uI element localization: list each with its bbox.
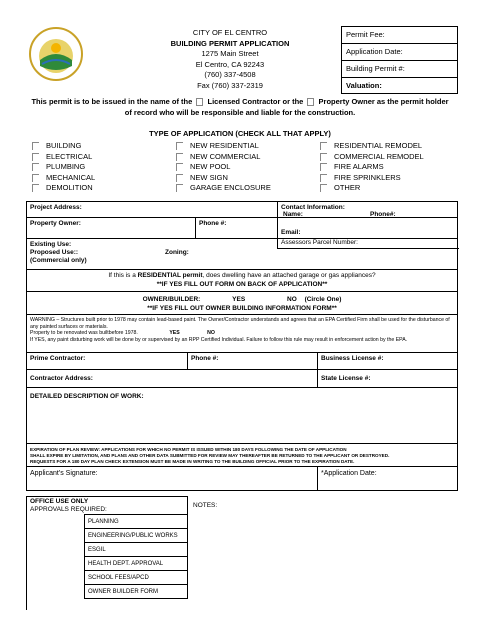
property-owner-label: Property Owner as the permit holder xyxy=(318,97,449,106)
owner-builder-question: OWNER/BUILDER: YES NO (Circle One) xyxy=(142,296,342,303)
checkbox-icon[interactable] xyxy=(176,142,183,150)
contact-info-label: Contact Information: xyxy=(281,204,345,211)
checkbox-icon[interactable] xyxy=(320,184,327,192)
type-label: DEMOLITION xyxy=(46,183,93,192)
type-label: NEW POOL xyxy=(190,162,231,171)
type-label: GARAGE ENCLOSURE xyxy=(190,183,271,192)
checkbox-icon[interactable] xyxy=(176,174,183,182)
building-permit-number-field[interactable]: Building Permit #: xyxy=(342,61,457,78)
form-title: BUILDING PERMIT APPLICATION xyxy=(170,38,290,48)
fee-box xyxy=(341,26,458,94)
type-label: FIRE SPRINKLERS xyxy=(334,172,401,182)
type-option[interactable] xyxy=(320,152,424,163)
warning-text: WARNING – Structures built prior to 1978 may contain lead-based paint. The Owner/Contractor understands and agrees that an EPA Certified Firm shall be used for the disturbance of any painted surfaces or materials. xyxy=(30,317,450,330)
city-state-zip: El Centro, CA 92243 xyxy=(195,59,265,69)
office-use-title: OFFICE USE ONLY xyxy=(30,498,89,505)
checkbox-icon[interactable] xyxy=(32,163,39,171)
type-label: NEW RESIDENTIAL xyxy=(190,141,259,150)
property-owner-row xyxy=(26,218,458,239)
business-license-field[interactable]: Business License #: xyxy=(317,353,459,369)
type-option[interactable] xyxy=(176,162,271,173)
type-option[interactable] xyxy=(320,183,424,194)
type-column-3 xyxy=(320,141,424,194)
type-option[interactable] xyxy=(32,183,95,194)
type-heading: TYPE OF APPLICATION (CHECK ALL THAT APPLY) xyxy=(149,129,331,138)
applicant-signature-field[interactable]: Applicant’s Signature: xyxy=(30,470,98,477)
warning-1978-line: Property to be renovated was builtbefore 1978. YES NO xyxy=(30,330,215,336)
address-line: 1275 Main Street xyxy=(201,49,259,58)
contact-info-cell xyxy=(277,202,459,217)
type-option[interactable] xyxy=(32,141,95,152)
checkbox-icon[interactable] xyxy=(176,184,183,192)
type-option[interactable] xyxy=(320,173,424,184)
proposed-use-field[interactable]: Proposed Use:: xyxy=(30,249,79,256)
type-option[interactable] xyxy=(32,152,95,163)
type-option[interactable] xyxy=(32,162,95,173)
type-label: ELECTRICAL xyxy=(46,151,93,161)
notes-label: NOTES: xyxy=(193,502,218,509)
existing-use-field[interactable]: Existing Use: xyxy=(30,241,72,248)
approval-item: PLANNING xyxy=(85,515,188,529)
checkbox-icon[interactable] xyxy=(320,163,327,171)
signature-date-field[interactable]: *Application Date: xyxy=(317,467,459,490)
project-address-row xyxy=(26,201,458,218)
intro-text-line2: of record who will be responsible and liable for the construction. xyxy=(124,107,356,117)
application-date-field[interactable]: Application Date: xyxy=(342,44,457,61)
checkbox-icon[interactable] xyxy=(176,153,183,161)
contractor-address-field[interactable]: Contractor Address: xyxy=(30,375,93,382)
owner-builder-row xyxy=(26,292,458,315)
approvals-left-border xyxy=(26,514,84,610)
type-label: FIRE ALARMS xyxy=(334,162,384,171)
owner-builder-yes[interactable]: YES xyxy=(232,296,246,303)
state-license-field[interactable]: State License #: xyxy=(317,370,459,387)
warning-rpp-text: If YES, any paint disturbing work will be done by or supervised by an RPP Certified Individual. Failure to follow this rule may result in enforcement action by the EPA. xyxy=(30,336,408,343)
expiration-line-3: REQUESTS FOR A 180 DAY PLAN CHECK EXTENSION MUST BE MADE IN WRITING TO THE BUILDING OFFICIAL PRIOR TO THE EXPIRATION DATE. xyxy=(30,459,355,464)
prime-contractor-row xyxy=(26,353,458,370)
office-use-section xyxy=(26,496,458,614)
approval-item: HEALTH DEPT. APPROVAL xyxy=(85,557,188,571)
back-form-note: **IF YES FILL OUT FORM ON BACK OF APPLICATION** xyxy=(156,281,328,288)
checkbox-icon[interactable] xyxy=(32,153,39,161)
approval-item: SCHOOL FEES/APCD xyxy=(85,571,188,585)
property-owner-checkbox[interactable] xyxy=(307,98,314,106)
type-label: NEW SIGN xyxy=(190,172,228,182)
type-column-1 xyxy=(32,141,95,194)
email-field[interactable]: Email: xyxy=(277,218,459,238)
checkbox-icon[interactable] xyxy=(320,142,327,150)
checkbox-icon[interactable] xyxy=(320,174,327,182)
licensed-contractor-label: Licensed Contractor or the xyxy=(207,97,304,106)
type-label: COMMERCIAL REMODEL xyxy=(334,151,424,161)
contact-phone-field[interactable]: Phone#: xyxy=(370,211,396,218)
use-row xyxy=(26,239,458,270)
city-name: CITY OF EL CENTRO xyxy=(192,28,268,37)
contact-name-field[interactable]: Name: xyxy=(283,211,303,218)
permit-fee-field[interactable]: Permit Fee: xyxy=(342,27,457,44)
type-option[interactable] xyxy=(176,183,271,194)
approvals-table xyxy=(84,514,188,599)
checkbox-icon[interactable] xyxy=(176,163,183,171)
apn-field[interactable]: Assessors Parcel Number: xyxy=(277,239,459,249)
intro-text: This permit is to be issued in the name of the xyxy=(31,97,193,106)
lead-paint-warning xyxy=(26,315,458,353)
header-block xyxy=(120,28,340,91)
approval-item: ESGIL xyxy=(85,543,188,557)
expiration-notice xyxy=(26,444,458,467)
warning-yes[interactable]: YES xyxy=(169,330,180,336)
type-option[interactable] xyxy=(176,152,271,163)
owner-builder-note: **IF YES FILL OUT OWNER BUILDING INFORMATION FORM** xyxy=(147,305,337,312)
use-cell xyxy=(27,239,277,269)
valuation-field[interactable]: Valuation: xyxy=(346,81,382,90)
expiration-line-1: EXPIRATION OF PLAN REVIEW: APPLICATIONS FOR WHICH NO PERMIT IS ISSUED WITHIN 180 DAYS FOLLOWING THE DATE OF APPLICATION xyxy=(30,447,347,452)
checkbox-icon[interactable] xyxy=(320,153,327,161)
residential-question-row xyxy=(26,270,458,292)
fax-line: Fax (760) 337-2319 xyxy=(197,80,263,90)
type-option[interactable] xyxy=(32,173,95,184)
checkbox-icon[interactable] xyxy=(32,184,39,192)
type-label: PLUMBING xyxy=(46,162,86,171)
type-label: RESIDENTIAL REMODEL xyxy=(334,141,423,150)
description-field[interactable]: DETAILED DESCRIPTION OF WORK: xyxy=(30,393,144,400)
office-use-header xyxy=(26,496,188,514)
type-option[interactable] xyxy=(320,141,424,152)
description-row xyxy=(26,388,458,444)
owner-builder-no[interactable]: NO xyxy=(287,296,297,303)
checkbox-icon[interactable] xyxy=(32,142,39,150)
contractor-phone-field[interactable]: Phone #: xyxy=(187,353,317,369)
type-label: NEW COMMERCIAL xyxy=(190,151,261,161)
type-label: OTHER xyxy=(334,183,361,192)
type-label: BUILDING xyxy=(46,141,82,150)
checkbox-icon[interactable] xyxy=(32,174,39,182)
residential-question: If this is a RESIDENTIAL permit, does dwelling have an attached garage or gas appliances? xyxy=(108,272,376,279)
warning-no[interactable]: NO xyxy=(207,330,215,336)
city-seal-logo xyxy=(28,26,84,82)
permit-holder-statement xyxy=(20,97,460,118)
commercial-only-note: (Commercial only) xyxy=(30,257,87,264)
type-option[interactable] xyxy=(176,141,271,152)
type-option[interactable] xyxy=(320,162,424,173)
approval-item: ENGINEERING/PUBLIC WORKS xyxy=(85,529,188,543)
expiration-line-2: SHALL EXPIRE BY LIMITATION, AND PLANS AND OTHER DATA SUBMITTED FOR REVIEW MAY THEREAFTER BE RETURNED TO THE APPLICANT OR DESTROYED. xyxy=(30,453,390,458)
owner-phone-field[interactable]: Phone #: xyxy=(195,218,277,238)
type-option[interactable] xyxy=(176,173,271,184)
contractor-address-row xyxy=(26,370,458,388)
type-column-2 xyxy=(176,141,271,194)
project-address-field[interactable]: Project Address: xyxy=(30,204,82,211)
phone-line: (760) 337-4508 xyxy=(204,70,256,79)
prime-contractor-field[interactable]: Prime Contractor: xyxy=(30,355,86,362)
type-label: MECHANICAL xyxy=(46,172,96,182)
zoning-field[interactable]: Zoning: xyxy=(165,249,189,256)
approvals-label: APPROVALS REQUIRED: xyxy=(30,506,107,513)
licensed-contractor-checkbox[interactable] xyxy=(196,98,203,106)
property-owner-field[interactable]: Property Owner: xyxy=(30,220,81,227)
approval-item: OWNER BUILDER FORM xyxy=(85,585,188,599)
signature-row xyxy=(26,467,458,491)
